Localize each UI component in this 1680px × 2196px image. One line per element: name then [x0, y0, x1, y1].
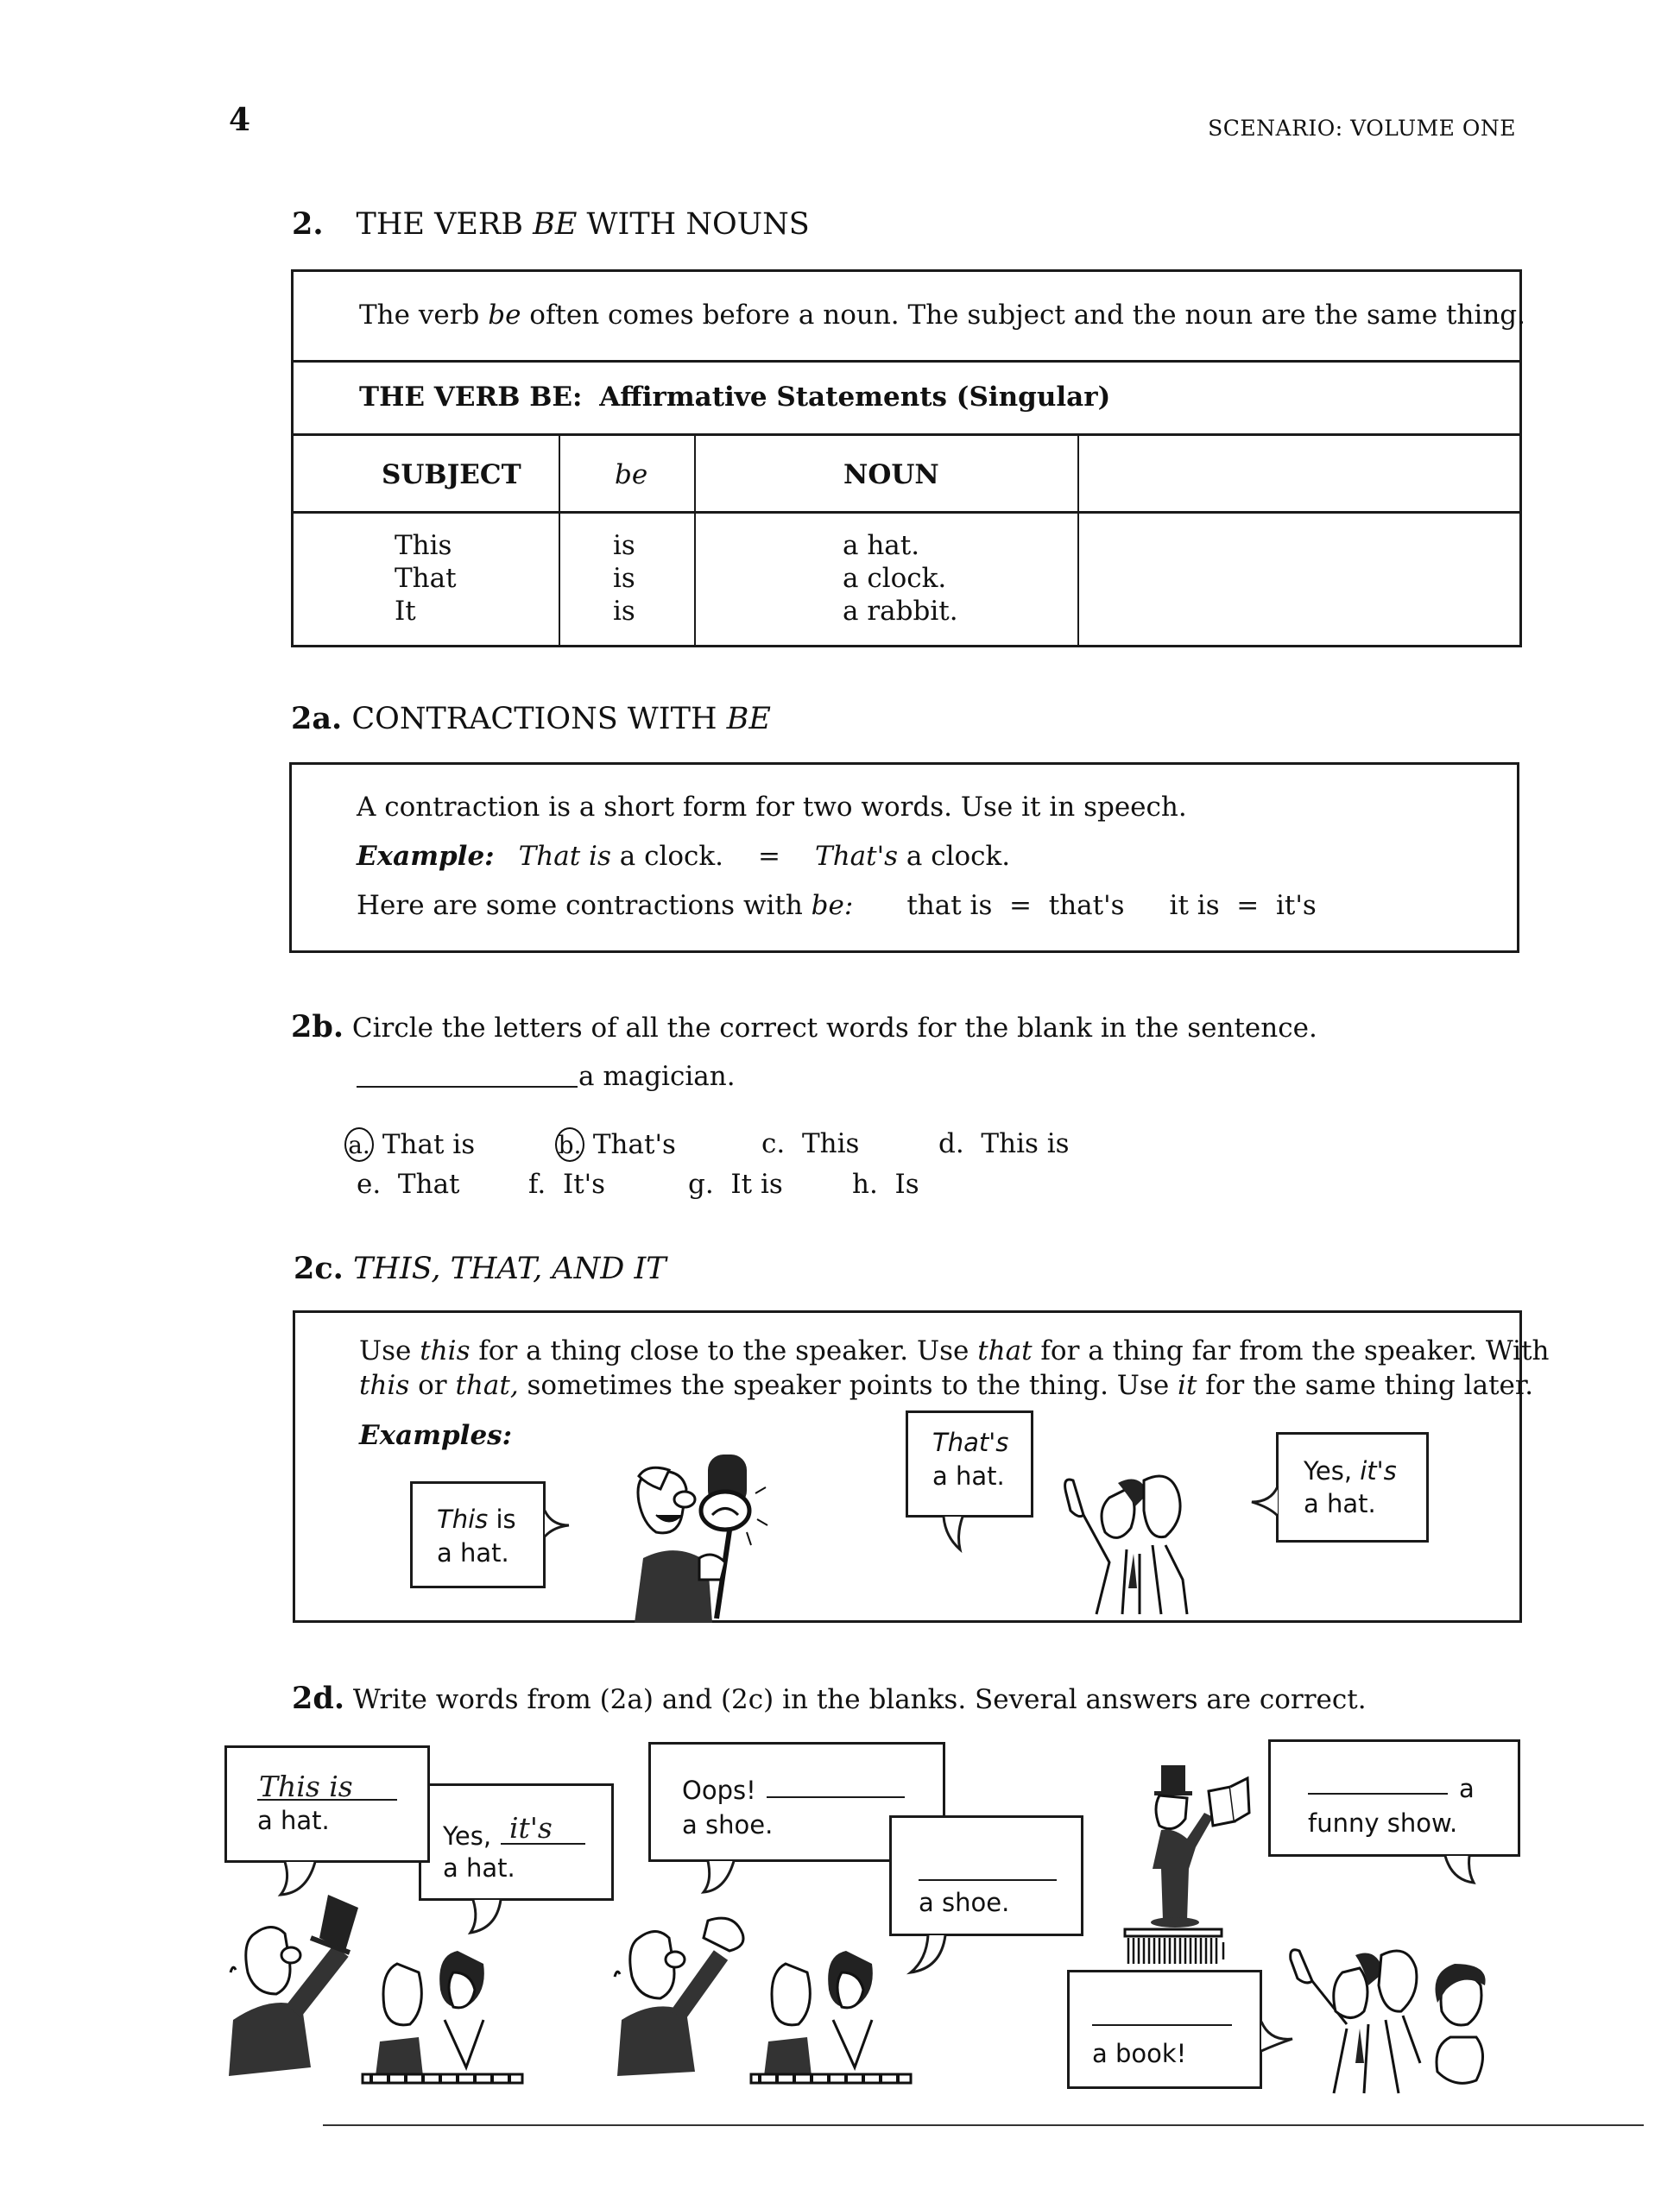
speech-bubble — [224, 1745, 430, 1863]
row-be: is — [613, 563, 635, 594]
option-g[interactable]: g. It is — [688, 1169, 783, 1200]
section-2a-heading: 2a. CONTRACTIONS WITH BE — [291, 701, 771, 736]
bottom-rule — [323, 2124, 1644, 2126]
bubble-text: Yes, it's — [1304, 1456, 1397, 1486]
answer-blank[interactable] — [919, 1879, 1057, 1881]
circled-letter: a. — [344, 1127, 374, 1162]
bubble-text: Yes, — [443, 1821, 492, 1851]
section-title: THE VERB BE WITH NOUNS — [356, 207, 810, 242]
audience-couple-illustration — [363, 1947, 527, 2089]
column-header-be: be — [615, 459, 648, 490]
column-divider — [1077, 434, 1079, 647]
row-noun: a clock. — [843, 563, 947, 594]
column-header-subject: SUBJECT — [382, 459, 521, 490]
bubble-text: funny show. — [1308, 1808, 1458, 1838]
rule-paragraph-line2: this or that, sometimes the speaker points to the thing. Use it for the same thing later. — [359, 1370, 1534, 1401]
audience-couple-illustration — [751, 1947, 915, 2089]
speech-bubble-its — [1276, 1432, 1429, 1543]
bubble-tail-icon — [471, 1898, 514, 1937]
option-b[interactable]: b. That's — [555, 1127, 676, 1162]
circled-letter: b. — [555, 1127, 584, 1162]
option-f[interactable]: f. It's — [528, 1169, 606, 1200]
speech-bubble — [889, 1815, 1083, 1936]
sentence-rest: a magician. — [578, 1061, 736, 1092]
bubble-tail-icon — [704, 1859, 747, 1898]
rule-paragraph-line1: Use this for a thing close to the speaker. Use that for a thing far from the speaker. With — [359, 1335, 1550, 1366]
bubble-tail-icon — [1245, 1485, 1279, 1519]
page-number: 4 — [229, 102, 251, 138]
bubble-tail-icon — [281, 1860, 324, 1899]
row-noun: a hat. — [843, 530, 920, 561]
answer-blank[interactable] — [767, 1796, 905, 1798]
bubble-text: a hat. — [437, 1538, 509, 1568]
bubble-text: This is — [437, 1505, 516, 1534]
table-title: THE VERB BE: Affirmative Statements (Singular) — [359, 382, 1111, 413]
row-subject: This — [395, 530, 452, 561]
bubble-tail-icon — [911, 1934, 954, 1977]
magician-holding-hat-illustration — [229, 1890, 384, 2076]
option-a[interactable]: a. That is — [344, 1127, 475, 1162]
bubble-text: a book! — [1092, 2039, 1187, 2068]
bubble-tail-icon — [543, 1506, 578, 1541]
column-divider — [694, 434, 696, 647]
contraction-list: Here are some contractions with be: that is = that's it is = it's — [357, 890, 1317, 921]
section-2-heading — [292, 206, 810, 242]
answer-blank[interactable] — [1092, 2024, 1232, 2026]
option-h[interactable]: h. Is — [852, 1169, 919, 1200]
handwritten-answer: This is — [259, 1770, 353, 1803]
column-header-noun: NOUN — [843, 459, 939, 490]
bubble-text: a shoe. — [919, 1888, 1010, 1917]
table-intro: The verb be often comes before a noun. The subject and the noun are the same thing. — [359, 300, 1525, 331]
bubble-tail-icon — [1443, 1854, 1482, 1889]
answer-blank[interactable] — [501, 1843, 585, 1845]
pointing-audience-illustration — [1282, 1942, 1515, 2093]
section-number: 2. — [292, 206, 324, 242]
speech-bubble — [1067, 1970, 1262, 2089]
row-subject: That — [395, 563, 457, 594]
answer-blank[interactable] — [1308, 1793, 1448, 1795]
speech-bubble — [1268, 1739, 1520, 1857]
pointing-couple-illustration — [1058, 1467, 1230, 1614]
magician-with-hat-illustration — [609, 1455, 781, 1623]
examples-label: Examples: — [359, 1420, 513, 1451]
bubble-text: a hat. — [932, 1461, 1005, 1491]
answer-blank[interactable] — [357, 1086, 578, 1088]
row-be: is — [613, 596, 635, 627]
running-header: SCENARIO: VOLUME ONE — [1208, 116, 1516, 141]
contraction-definition: A contraction is a short form for two words. Use it in speech. — [357, 792, 1187, 823]
column-divider — [559, 434, 560, 647]
table-divider — [291, 511, 1522, 514]
handwritten-answer: it's — [509, 1811, 553, 1845]
bubble-text: Oops! — [682, 1776, 756, 1805]
table-divider — [291, 433, 1522, 436]
contraction-example: Example: That is a clock. = That's a clock. — [357, 841, 1011, 872]
speech-bubble-this — [410, 1481, 546, 1588]
row-subject: It — [395, 596, 416, 627]
bubble-tail-icon — [941, 1515, 976, 1554]
magician-holding-shoe-illustration — [613, 1912, 760, 2076]
announcer-with-book-illustration — [1135, 1765, 1256, 1925]
bubble-text: a hat. — [443, 1853, 515, 1883]
section-2c-heading: 2c. THIS, THAT, AND IT — [294, 1251, 666, 1286]
option-e[interactable]: e. That — [357, 1169, 460, 1200]
row-noun: a rabbit. — [843, 596, 958, 627]
bubble-text: a — [1459, 1774, 1475, 1803]
section-2b-instruction: 2b. Circle the letters of all the correct words for the blank in the sentence. — [291, 1009, 1317, 1044]
table-divider — [291, 360, 1522, 363]
section-2d-instruction: 2d. Write words from (2a) and (2c) in the blanks. Several answers are correct. — [292, 1681, 1367, 1716]
bubble-text: a hat. — [257, 1806, 330, 1835]
bubble-text: a hat. — [1304, 1489, 1376, 1518]
row-be: is — [613, 530, 635, 561]
bubble-text: That's — [932, 1428, 1009, 1457]
bubble-text: a shoe. — [682, 1810, 774, 1839]
stage-edge-illustration — [1125, 1929, 1228, 1968]
answer-blank[interactable] — [257, 1799, 397, 1801]
option-c[interactable]: c. This — [761, 1128, 860, 1159]
option-d[interactable]: d. This is — [938, 1128, 1070, 1159]
